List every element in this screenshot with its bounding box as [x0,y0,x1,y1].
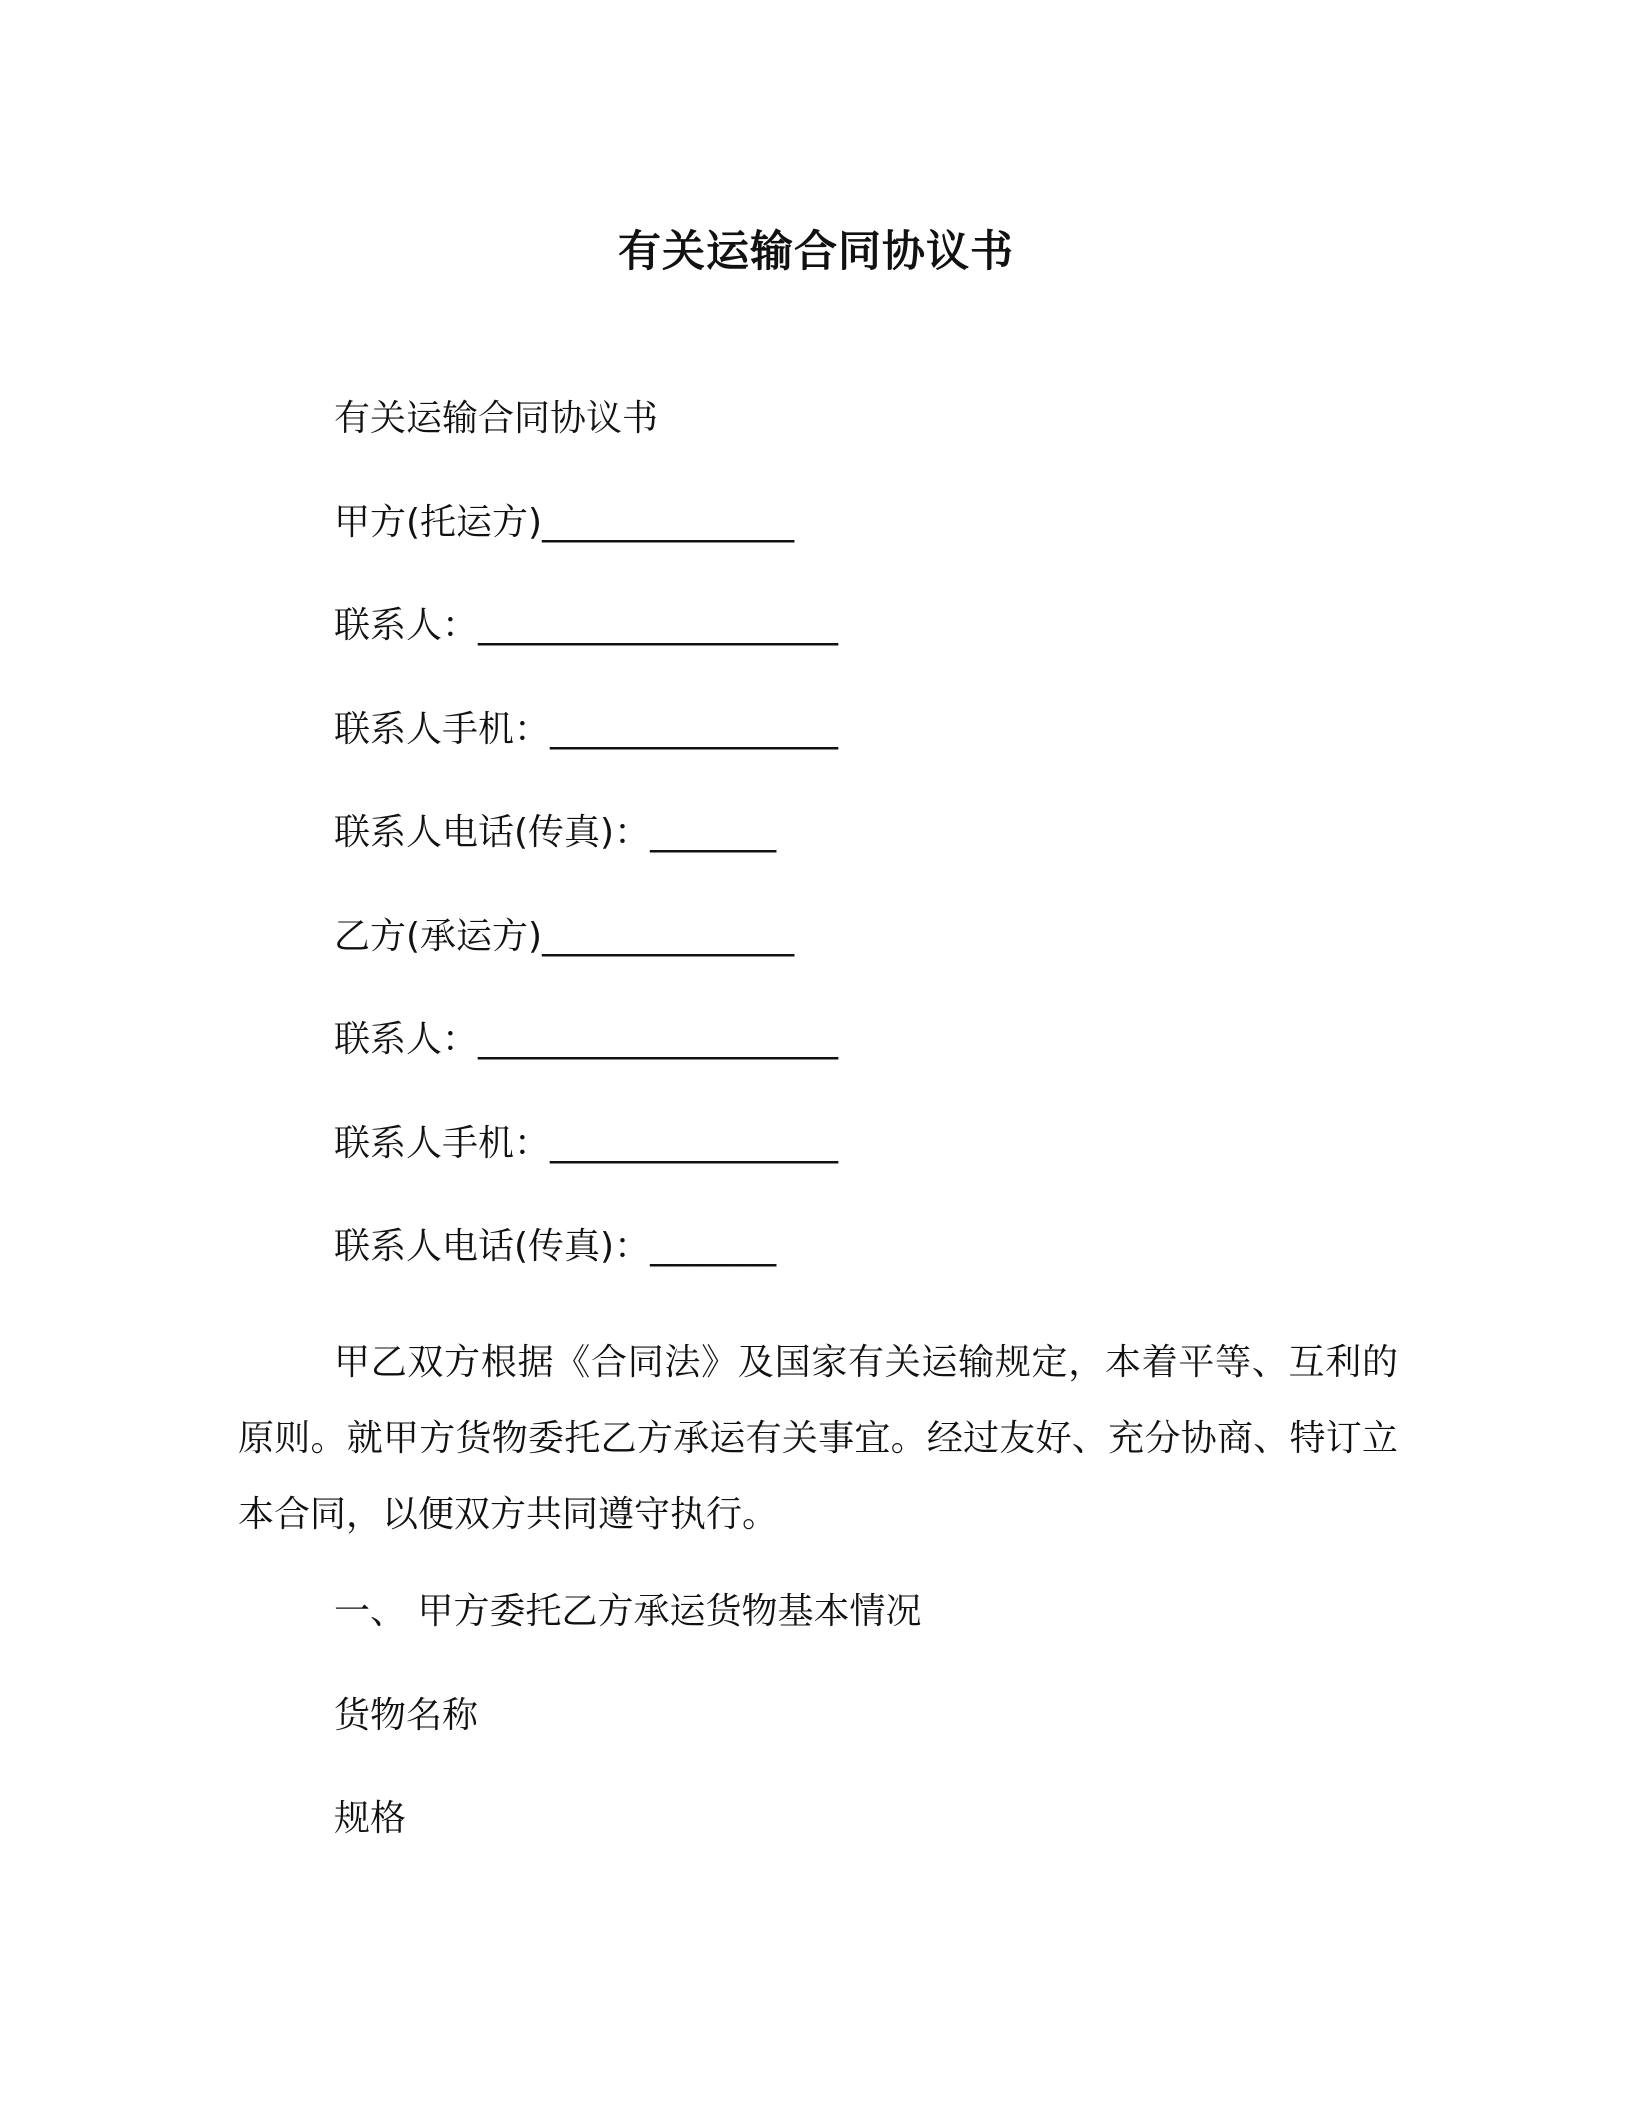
item-specification: 规格 [334,1798,407,1839]
section-heading: 一、 甲方委托乙方承运货物基本情况 [334,1591,922,1632]
item-goods-name: 货物名称 [334,1695,479,1736]
party-b-phone-fax-line: 联系人电话(传真)：_______ [334,1226,777,1267]
party-a-line: 甲方(托运方)______________ [334,502,795,543]
party-a-phone-fax-line: 联系人电话(传真)：_______ [334,812,777,853]
document-title: 有关运输合同协议书 [618,227,1014,277]
intro-paragraph: 甲乙双方根据《合同法》及国家有关运输规定，本着平等、互利的原则。就甲方货物委托乙方承运有关事宜。经过友好、充分协商、特订立本合同，以便双方共同遵守执行。 [238,1342,1398,1535]
subtitle-line: 有关运输合同协议书 [334,398,659,439]
party-a-mobile-line: 联系人手机：________________ [334,709,839,750]
party-a-contact-line: 联系人：____________________ [334,605,839,646]
party-b-line: 乙方(承运方)______________ [334,916,795,957]
party-b-mobile-line: 联系人手机：________________ [334,1123,839,1164]
party-b-contact-line: 联系人：____________________ [334,1019,839,1060]
